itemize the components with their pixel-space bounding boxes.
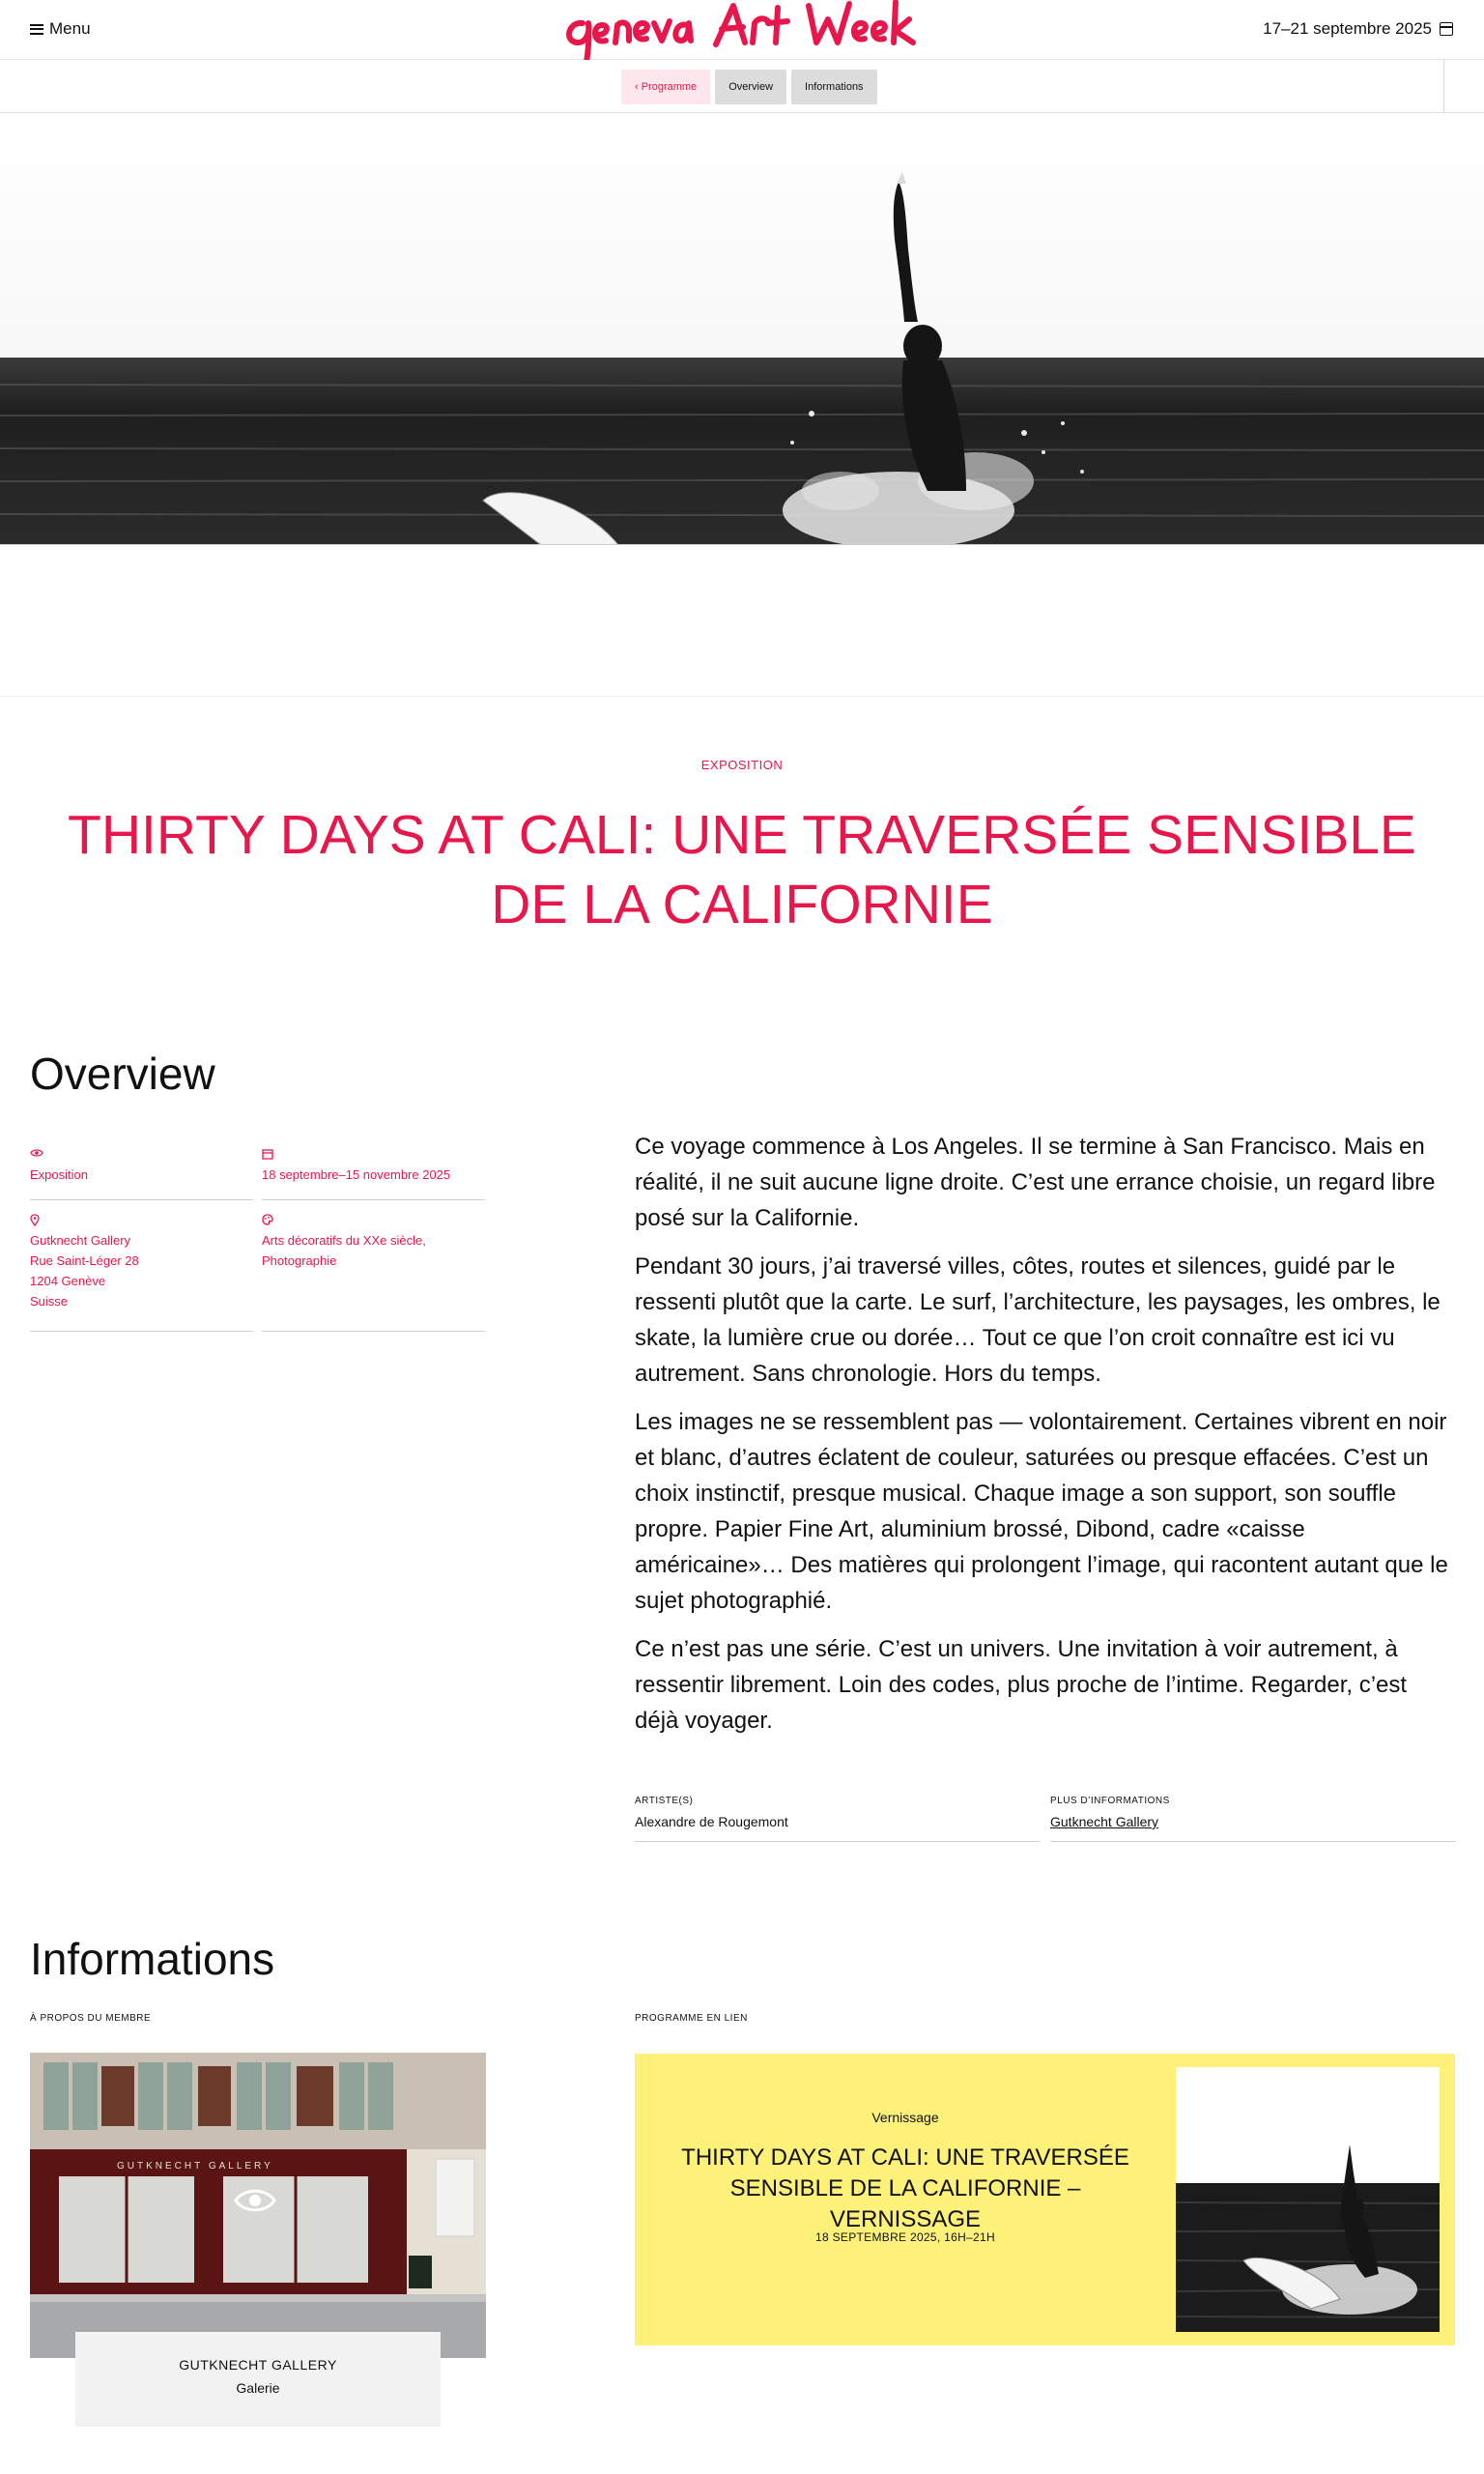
calendar-icon	[1440, 22, 1453, 36]
category-line: Arts décoratifs du XXe siècle,	[262, 1233, 426, 1248]
event-credits	[635, 1796, 1456, 1842]
eye-icon	[30, 1148, 253, 1161]
meta-type	[30, 1148, 253, 1200]
member-type: Galerie	[236, 2380, 280, 2396]
meta-dates-text: 18 septembre–15 novembre 2025	[262, 1167, 451, 1182]
tab-overview[interactable]: Overview	[715, 70, 786, 104]
event-meta-grid	[30, 1148, 486, 1332]
festival-dates-text: 17–21 septembre 2025	[1263, 19, 1432, 38]
meta-categories	[262, 1200, 485, 1332]
festival-dates[interactable]	[1263, 19, 1453, 39]
sub-nav-tabs	[621, 70, 877, 104]
program-title: THIRTY DAYS AT CALI: UNE TRAVERSÉE SENSIBLE DE LA CALIFORNIE – VERNISSAGE	[681, 2144, 1129, 2232]
artists-label: ARTISTE(S)	[635, 1796, 694, 1806]
meta-dates	[262, 1148, 485, 1200]
artists-credit	[635, 1796, 1041, 1842]
event-category: EXPOSITION	[700, 758, 784, 772]
hero-image	[0, 114, 1484, 545]
venue-line: 1204 Genève	[30, 1274, 106, 1288]
menu-button[interactable]	[30, 19, 91, 39]
sub-navigation	[0, 60, 1484, 113]
meta-venue	[30, 1200, 253, 1332]
menu-icon	[30, 24, 43, 35]
artists-value: Alexandre de Rougemont	[635, 1814, 788, 1829]
section-divider	[0, 696, 1484, 697]
program-type: Vernissage	[871, 2110, 939, 2125]
member-name: GUTKNECHT GALLERY	[179, 2357, 337, 2373]
venue-line: Suisse	[30, 1294, 69, 1309]
svg-text:GUTKNECHT GALLERY: GUTKNECHT GALLERY	[117, 2161, 273, 2172]
more-info-credit	[1050, 1796, 1456, 1842]
menu-label: Menu	[49, 19, 91, 38]
description-paragraph: Ce voyage commence à Los Angeles. Il se termine à San Francisco. Mais en réalité, il ne suit aucune ligne droite. C’est une errance choisie, un regard libre posé sur la Californie.	[635, 1134, 1436, 1231]
venue-line: Gutknecht Gallery	[30, 1233, 131, 1248]
calendar-icon	[262, 1148, 485, 1161]
related-program-card[interactable]	[635, 2054, 1455, 2345]
category-line: Photographie	[262, 1253, 337, 1268]
event-description	[635, 1129, 1456, 1751]
member-card[interactable]	[75, 2332, 441, 2427]
description-paragraph: Pendant 30 jours, j’ai traversé villes, côtes, routes et silences, guidé par le ressenti plutôt que la carte. Le surf, l’architecture, les paysages, les ombres, le skate, la lumière crue ou dorée… Tout ce que l’on croit connaître est ici vu autrement. Sans chronologie. Hors du temps.	[635, 1253, 1441, 1387]
venue-line: Rue Saint-Léger 28	[30, 1253, 139, 1268]
event-title: THIRTY DAYS AT CALI: UNE TRAVERSÉE SENSIBLE DE LA CALIFORNIE	[68, 804, 1416, 935]
tab-informations[interactable]: Informations	[791, 70, 877, 104]
location-pin-icon	[30, 1214, 253, 1226]
more-info-label: PLUS D’INFORMATIONS	[1050, 1796, 1170, 1806]
palette-icon	[262, 1214, 485, 1226]
more-info-link[interactable]: Gutknecht Gallery	[1050, 1814, 1159, 1829]
program-section-label: PROGRAMME EN LIEN	[635, 2013, 748, 2024]
description-paragraph: Les images ne se ressemblent pas — volontairement. Certaines vibrent en noir et blanc, d’autres éclatent de couleur, saturées ou presque effacées. C’est un choix instinctif, presque musical. Chaque image a son support, son souffle propre. Papier Fine Art, aluminium brossé, Dibond, cadre «caisse américaine»… Des matières qui prolongent l’image, qui racontent autant que le sujet photographié.	[635, 1409, 1448, 1614]
eye-icon	[234, 2186, 276, 2215]
meta-type-text: Exposition	[30, 1167, 88, 1182]
program-date: 18 SEPTEMBRE 2025, 16H–21H	[815, 2230, 995, 2244]
subnav-divider	[1443, 60, 1444, 113]
tab-programme[interactable]: ‹ Programme	[621, 70, 710, 104]
description-paragraph: Ce n’est pas une série. C’est un univers. Une invitation à voir autrement, à ressentir librement. Loin des codes, plus proche de l’intime. Regarder, c’est déjà voyager.	[635, 1636, 1408, 1734]
program-thumbnail	[1176, 2067, 1440, 2332]
member-section-label: À PROPOS DU MEMBRE	[30, 2013, 152, 2024]
overview-heading: Overview	[30, 1049, 215, 1099]
informations-heading: Informations	[30, 1934, 275, 1984]
